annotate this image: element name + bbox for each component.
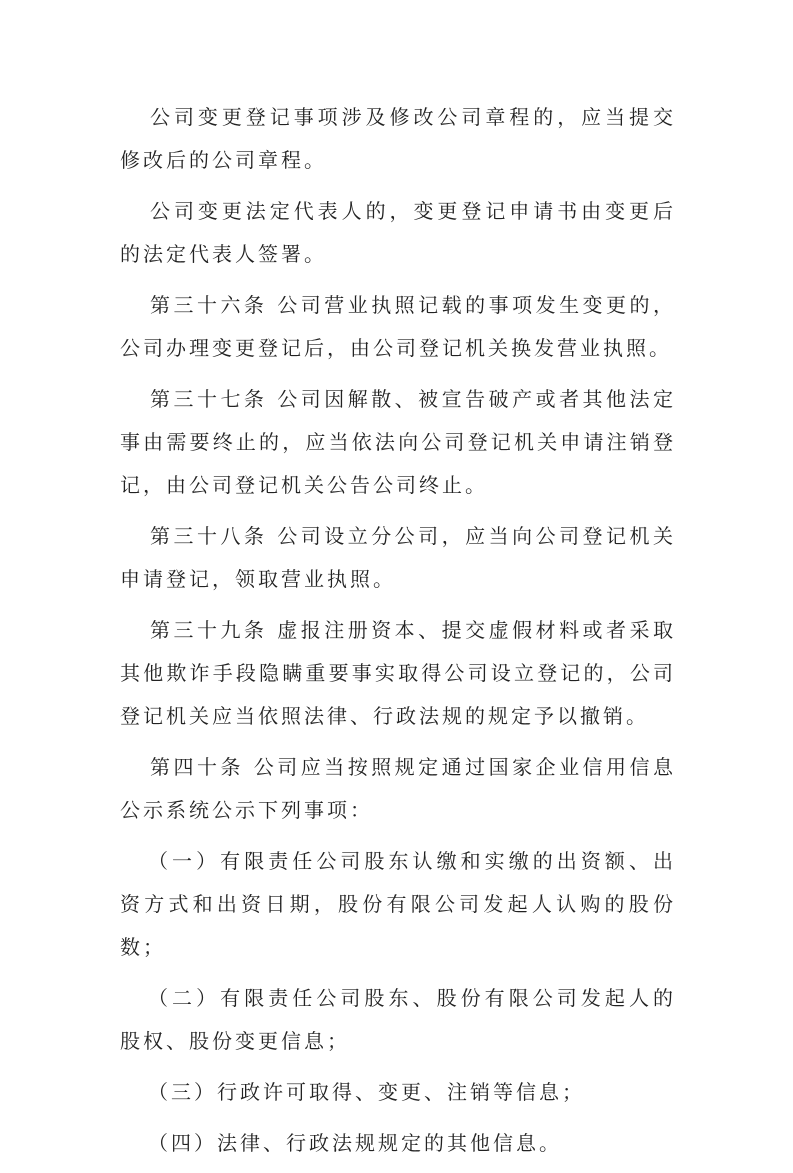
- article-40: 第四十条 公司应当按照规定通过国家企业信用信息公示系统公示下列事项：: [120, 755, 676, 822]
- article-40-item-4: （四）法律、行政法规规定的其他信息。: [148, 1131, 562, 1155]
- article-37: 第三十七条 公司因解散、被宣告破产或者其他法定事由需要终止的，应当依法向公司登记机关申请注销登记，由公司登记机关公告公司终止。: [120, 387, 676, 497]
- article-39: 第三十九条 虚报注册资本、提交虚假材料或者采取其他欺诈手段隐瞒重要事实取得公司设立登记的，公司登记机关应当依照法律、行政法规的规定予以撤销。: [120, 618, 676, 728]
- paragraph-amend-articles: 公司变更登记事项涉及修改公司章程的，应当提交修改后的公司章程。: [120, 105, 676, 172]
- article-36: 第三十六条 公司营业执照记载的事项发生变更的，公司办理变更登记后，由公司登记机关换发营业执照。: [120, 293, 676, 360]
- paragraph-legal-representative: 公司变更法定代表人的，变更登记申请书由变更后的法定代表人签署。: [120, 199, 676, 266]
- article-40-item-1: （一）有限责任公司股东认缴和实缴的出资额、出资方式和出资日期，股份有限公司发起人认购的股份数；: [120, 849, 676, 959]
- document-body: [120, 96, 676, 1173]
- article-40-item-2: （二）有限责任公司股东、股份有限公司发起人的股权、股份变更信息；: [120, 986, 676, 1053]
- article-40-item-3: （三）行政许可取得、变更、注销等信息；: [148, 1080, 585, 1104]
- article-38: 第三十八条 公司设立分公司，应当向公司登记机关申请登记，领取营业执照。: [120, 524, 676, 591]
